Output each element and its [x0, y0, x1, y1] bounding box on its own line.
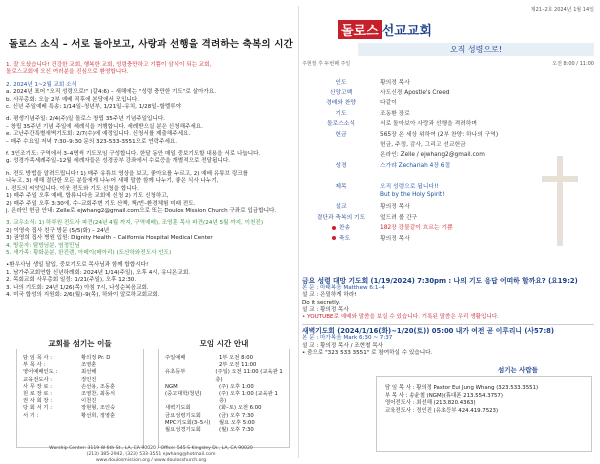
info-value: (주일) 오전 11:00 (교육관 1층): [215, 369, 283, 383]
news-item: – 창립 35주년 기념 주일에 세례식을 거행합니다. 세례받으실 분은 신청해주세요.: [6, 123, 203, 130]
info-value: (금) 오후 7:30: [219, 412, 254, 419]
server-line: 부 목 사 : 송윤철 (NGM)(휴대폰 213.554.3757): [385, 392, 503, 399]
order-value: 조동환 장로: [380, 110, 410, 117]
order-row: [302, 128, 594, 138]
order-of-worship: [302, 76, 594, 242]
info-value: 2부 오전 11:00: [219, 362, 257, 369]
order-row: [302, 118, 594, 128]
info-label: 주일예배: [165, 355, 186, 361]
footer-address: Worship Center: 3119 W 6th St., LA, CA 90020 / Office: 545 S Kingsley Dr., LA, CA 90020: [49, 446, 253, 451]
order-row: [302, 232, 594, 242]
order-row: [302, 221, 594, 231]
info-label: 부 목 사 :: [23, 362, 46, 369]
prayer-meetings: [302, 278, 594, 357]
news-item: 4. 방문자: 탐방님분, 염정민님: [6, 242, 80, 249]
order-label: 찬송: [302, 222, 380, 231]
info-label: 권 사 회 장 :: [23, 398, 52, 405]
info-value: 손선용, 조동훈: [81, 383, 116, 390]
news-item: b. 사무총회: 오늘 2부 예배 직후에 본당에서 모입니다.: [6, 96, 140, 103]
order-value: 서로 돌아보아 사랑과 선행을 격려하며: [380, 121, 477, 128]
order-value: 오직 성령으로 됩니다!!: [380, 183, 439, 190]
info-row: [165, 413, 285, 420]
news-item: 1) 매주 주일 오후 예배, 합류니다음 교회에 신청 2) 기도 신청하고,: [6, 193, 169, 200]
order-value: 엎드려 볼 간구: [380, 214, 418, 221]
order-value: 사도신경 Apostle's Creed: [380, 90, 450, 97]
order-label: 성경: [335, 162, 347, 169]
info-label: 새벽기도회: [165, 405, 191, 412]
info-row: [165, 405, 285, 412]
order-label: 설교: [335, 204, 347, 211]
news-item: 3. 나의 기도회: 24년 1/26(목) 아침 7시, 나성순복음교회.: [6, 284, 149, 291]
servers-box: [376, 376, 592, 452]
info-label: 서 기 :: [23, 412, 39, 419]
meeting-line: 설 교 : 은밀하게 하라!: [302, 292, 357, 299]
order-label: 기도: [335, 110, 347, 117]
footer-web[interactable]: www.doulosmission.org / www.doulosshurch.org: [95, 458, 207, 463]
bullet-icon: [332, 236, 336, 240]
info-value: 최선해: [81, 369, 97, 376]
info-label: 교육전도사 :: [23, 376, 53, 383]
news-item: 2) 이영숙 집사 친구 방문 (5/5(화) – 24년: [6, 227, 110, 234]
news-item: 1. 남가주교회연합 신년하례회: 2024년 1/14(주일), 오후 4시, 유니온교회.: [6, 269, 191, 276]
order-row: [302, 201, 594, 211]
news-item: 1. 잘 오셨습니다! 건강한 교회, 행복한 교회, 성령충만하고 기쁨이 삼식이 되는 교회,: [6, 62, 212, 68]
worship-line: [302, 60, 594, 67]
info-row: [165, 384, 285, 391]
order-row: [302, 97, 594, 107]
info-label: 유초등부: [165, 369, 186, 376]
info-value: 조영찬, 최동식: [81, 391, 116, 398]
info-row: [165, 391, 285, 405]
info-value: 황선희, 정영훈: [81, 412, 116, 419]
news-item: 돌로스교회에 오신 여러분을 진심으로 환영합니다.: [6, 69, 129, 76]
order-row: [302, 170, 594, 180]
info-label: 영어예배인도 :: [23, 369, 58, 376]
info-value: 조영훈: [81, 362, 97, 369]
news-item: 2. 2024년 1~2월 교회 소식: [6, 81, 77, 88]
info-label: NGM: [165, 383, 178, 390]
news-item: i. 전도의 씨앗입니다. 이웃 전도와 기도 신청을 합니다.: [6, 185, 139, 192]
issue-date: 제21–2호 2024년 1월 14일: [530, 7, 594, 13]
meeting-line: 설 교 : 황의정 목사 / 조현철 목사: [302, 342, 384, 349]
meeting-line: 본 문 : 마가복음 Mark 6:30 ~ 7:37: [302, 335, 393, 342]
info-row: [23, 405, 139, 412]
news-item: d. 평생기념주일: 2/4(주)일 돌로스 창립 35주년 기념주일입니다.: [6, 116, 166, 123]
left-panel: [6, 6, 296, 463]
news-item: 나누고, 3) 새해 결단한 모든 분들에게 나누어 새해 말씀 함께 나누기, 좋은 식사 나누기,: [6, 178, 219, 185]
order-value: 황의정 목사: [380, 204, 410, 211]
info-value: (화–토) 오전 6:00: [219, 405, 262, 412]
news-item: 3. 교우소식: 1) 하루원 전도사 파견(24년 4월 까지, 구역예배), 조영훈 목사 파견(24년 5월 까지, 이천진): [6, 220, 263, 227]
info-label: 사 무 장 로 :: [23, 383, 52, 390]
info-value: 황의정 Pr. D: [81, 355, 111, 361]
news-item: a. 2024년 표어 "오직 성령으로!" (갈4:6) – 새해에는 "성령 충만한 기도"로 살아가요.: [6, 89, 216, 96]
order-value: 헌금, 주정, 감사, 그리고 선교헌금: [380, 142, 466, 149]
news-item: g. 성경가족세례주일–12월 세례자들은 성경공부 강좌에서 수료증을 개별적으로 전달됩니다.: [6, 158, 230, 165]
order-row: [302, 149, 594, 159]
info-label: 당 회 서 기 :: [23, 405, 52, 412]
footer: [6, 446, 296, 464]
order-value: 182장 강물같이 흐르는 기쁨: [380, 225, 453, 232]
news-item: 2. 목회교회 사무총회 일정: 1/21(주일), 오후 12:30.: [6, 277, 137, 284]
order-label: 신앙고백: [329, 90, 353, 97]
footer-phone: (213) 385-2942, (323) 533-3551 ejwhang@hotmail.com: [86, 452, 216, 457]
right-panel: [302, 6, 594, 458]
order-row: [302, 159, 594, 169]
info-label: MPC기도회(3–5시): [165, 419, 211, 426]
server-line: 영어전도사 : 최선해 (213.820.4363): [385, 400, 476, 407]
order-row: [302, 107, 594, 117]
order-row: [302, 138, 594, 148]
news-item: c. 신년 주일예배 특송: 1/14일–청년부, 1/21일–유치, 1/28일–할렐루야: [6, 104, 182, 111]
order-value: 스가랴 Zechariah 4장 6절: [380, 162, 451, 169]
info-label: 월요성경기도회: [165, 427, 201, 434]
order-row: [302, 76, 594, 86]
meeting-line: 새벽기도회 (2024/1/16(화)~1/20(토)) 05:00 내가 여전 곧 이루리니 (사57:8): [302, 327, 555, 336]
worship-sunday: 주현절 후 두번째 주일: [302, 61, 351, 67]
news-title: 돌로스 소식 – 서로 돌아보고, 사랑과 선행을 격려하는 축복의 시간: [8, 39, 294, 50]
servers-title: 섬기는 사람들: [498, 366, 538, 374]
news-item: h. 전도 방법을 알려드립니다! 1) 매주 유튜브 영상을 보고, 좋아요를 누르고, 2) 예배 유튜브 링크를: [6, 170, 249, 177]
server-line: 담 임 목 사 : 황의정 Pastor Eui Jung Whang (323.533.3551): [385, 385, 539, 391]
order-row: [302, 180, 594, 190]
motto: 오직 성령으로!: [358, 43, 594, 56]
info-value: (월) 오후 7:30: [219, 427, 254, 434]
news-item: 4. 미국 합성의 지원회: 2/6(월)–9(목), 하와이 알로하교회교회.: [6, 291, 160, 298]
order-row: [302, 211, 594, 221]
news-list: [6, 62, 296, 299]
info-label: 담 임 목 사 :: [23, 355, 52, 361]
bullet-icon: [332, 226, 336, 230]
server-line: 교육전도사 : 정인진 (유초등부 424.419.7523): [385, 407, 499, 414]
info-label: 원 로 장 로 :: [23, 391, 52, 398]
news-item: 3) 권영희 집사 병원 입원: Dignity Health – California Hospital Medical Center: [6, 235, 213, 242]
news-item: j. 온라인 헌금 안내: Zelle로 ejwhang2@gmail.com으로 또는 Doulos Mission Church 구좌로 입금합니다.: [6, 207, 277, 214]
news-item: 5. 새가족: 황화운분, 한진렌, 아메이(메아리) (도산하와전도사 인도): [6, 249, 172, 256]
order-label: 경배와 찬양: [326, 100, 356, 107]
order-value: 온라인: Zelle / ejwhang2@gmail.com: [380, 152, 485, 159]
info-row: [23, 369, 139, 376]
order-label: 돌로스소식: [327, 121, 355, 128]
info-row: [23, 377, 139, 384]
news-item: e. 고난주간특별새벽기도회: 2/7(수)에 예정입니다. 신청서를 제출해주세요.: [6, 131, 191, 138]
info-value: 월요 오후 5:00: [219, 419, 255, 426]
info-row: [165, 420, 285, 427]
news-item: 2) 매주 주일 오후 3:30에, 수–교회주변 기도 산책, 책/빈–환경체험 미래 전도.: [6, 200, 196, 207]
meeting-line: 본 문 : 마태복음 Matthew 6:1–4: [302, 285, 385, 292]
info-value: (주) 오후 1:00 (교육관 1층): [218, 391, 278, 405]
order-label: 결단과 축복의 기도: [316, 214, 366, 221]
worship-times: 오전 8:00 / 11:00: [552, 61, 594, 67]
meeting-box: [158, 346, 290, 448]
info-row: [23, 384, 139, 391]
info-value: 장현형, 조인숙: [81, 405, 116, 412]
news-item: – 매주 수요일 저녁 7:30–9:30 문의 323-533-3551으로 연락주세요.: [6, 138, 178, 145]
order-value: 565장 온 세상 위하여 (2부 찬양: 하나의 구역): [380, 131, 499, 138]
info-row: [165, 369, 285, 383]
meeting-box-title: 모임 시간 안내: [158, 338, 290, 349]
info-row: [23, 413, 139, 420]
info-value: 정인진: [81, 376, 97, 383]
order-label: 제목: [335, 183, 347, 190]
order-value: 황의정 목사: [380, 235, 410, 242]
separator: [302, 324, 594, 325]
order-label: 헌금: [335, 131, 347, 138]
info-value: 이천진: [81, 398, 97, 405]
page-fold: [298, 6, 299, 458]
order-value: But by the Holy Spirit!: [380, 192, 445, 199]
issue-header: [302, 6, 594, 13]
info-label: (중고대학/청년): [165, 391, 202, 398]
meeting-line: 설 교 : 황의정 목사: [302, 306, 349, 313]
order-row: [302, 86, 594, 96]
order-value: 황의정 목사: [380, 79, 410, 86]
info-value: (주) 오후 1:00: [219, 383, 254, 390]
staff-box-title: 교회를 섬기는 이들: [16, 338, 144, 349]
order-label: 축도: [302, 233, 380, 242]
info-row: [165, 427, 285, 434]
church-logo: 돌로스 선교교회: [338, 20, 432, 39]
meeting-line: Do it secretly.: [302, 299, 341, 306]
news-item: •환우사님 생일 달입, 중보기도로 목사님과 함께 합합시다!: [6, 262, 149, 269]
order-row: [302, 190, 594, 200]
news-item: f. 3인조기도: 구역에서 3–4명씩 기도모임 구성합니다. 한달 동안 매일 중보기도할 내용을 서로 나눕니다.: [6, 151, 261, 158]
meeting-line: • YOUTUBE로 예배와 말씀을 보실 수 있습니다. 기록된 말씀은 우리 생활입니다.: [302, 314, 500, 321]
staff-box: [16, 346, 144, 448]
order-value: 다같이: [380, 100, 397, 107]
info-boxes: [6, 336, 296, 448]
order-label: 인도: [335, 79, 347, 86]
info-label: 금요성령기도회: [165, 412, 201, 419]
meeting-line: • 줌으로 "323 533 3551" 로 참여하실 수 있습니다.: [302, 349, 433, 356]
meeting-line: 금요 성령 대망 기도회 (1/19/2024) 7:30pm : 나의 기도 응답 어떠하 할까요? (요19:2): [302, 277, 578, 285]
info-value: 1부 오전 8:00: [219, 355, 253, 361]
